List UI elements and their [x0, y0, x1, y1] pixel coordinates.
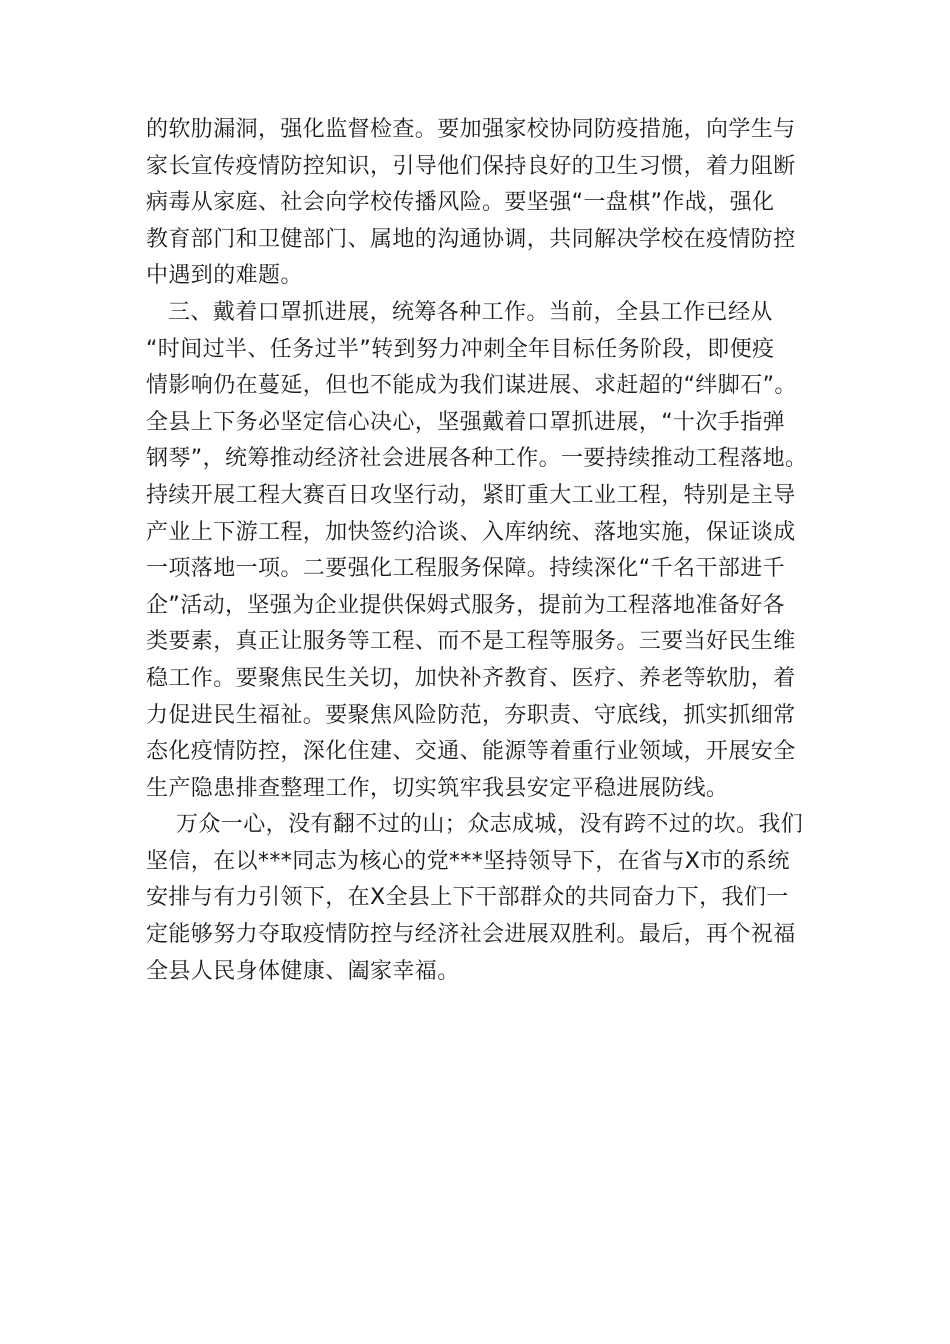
text-line: 万众一心，没有翻不过的山；众志成城，没有跨不过的坎。我们 — [176, 812, 804, 838]
text-line: 一项落地一项。二要强化工程服务保障。持续深化“千名干部进千 — [146, 556, 785, 582]
body-text — [146, 112, 806, 990]
text-line: 三、戴着口罩抓进展，统筹各种工作。当前，全县工作已经从 — [168, 299, 773, 325]
text-line: 教育部门和卫健部门、属地的沟通协调，共同解决学校在疫情防控 — [146, 226, 796, 252]
text-line: 坚信，在以***同志为核心的党***坚持领导下，在省与X市的系统 — [146, 848, 790, 874]
text-line: 安排与有力引领下，在X全县上下干部群众的共同奋力下，我们一 — [146, 885, 789, 911]
text-line: 病毒从家庭、社会向学校传播风险。要坚强“一盘棋”作战，强化 — [146, 190, 775, 216]
text-line: 类要素，真正让服务等工程、而不是工程等服务。三要当好民生维 — [146, 629, 796, 655]
text-line: “时间过半、任务过半”转到努力冲刺全年目标任务阶段，即便疫 — [146, 336, 775, 362]
text-line: 产业上下游工程，加快签约洽谈、入库纳统、落地实施，保证谈成 — [146, 519, 796, 545]
text-line: 钢琴”，统筹推动经济社会进展各种工作。一要持续推动工程落地。 — [146, 446, 808, 472]
text-line: 家长宣传疫情防控知识，引导他们保持良好的卫生习惯，着力阻断 — [146, 153, 796, 179]
text-line: 的软肋漏洞，强化监督检查。要加强家校协同防疫措施，向学生与 — [146, 117, 796, 142]
text-line: 全县人民身体健康、阖家幸福。 — [146, 958, 460, 984]
text-line: 生产隐患排查整理工作，切实筑牢我县安定平稳进展防线。 — [146, 775, 729, 801]
text-line: 稳工作。要聚焦民生关切，加快补齐教育、医疗、养老等软肋，着 — [146, 665, 796, 691]
text-line: 企”活动，坚强为企业提供保姆式服务，提前为工程落地准备好各 — [146, 592, 785, 618]
text-line: 持续开展工程大赛百日攻坚行动，紧盯重大工业工程，特别是主导 — [146, 482, 796, 508]
text-line: 态化疫情防控，深化住建、交通、能源等着重行业领域，开展安全 — [146, 739, 796, 765]
text-line: 情影响仍在蔓延，但也不能成为我们谋进展、求赶超的“绊脚石”。 — [146, 373, 797, 399]
text-line: 定能够努力夺取疫情防控与经济社会进展双胜利。最后，再个祝福 — [146, 922, 796, 948]
text-line: 力促进民生福祉。要聚焦风险防范，夯职责、守底线，抓实抓细常 — [146, 702, 796, 728]
text-line: 中遇到的难题。 — [146, 263, 303, 289]
text-line: 全县上下务必坚定信心决心，坚强戴着口罩抓进展，“十次手指弹 — [146, 409, 785, 435]
